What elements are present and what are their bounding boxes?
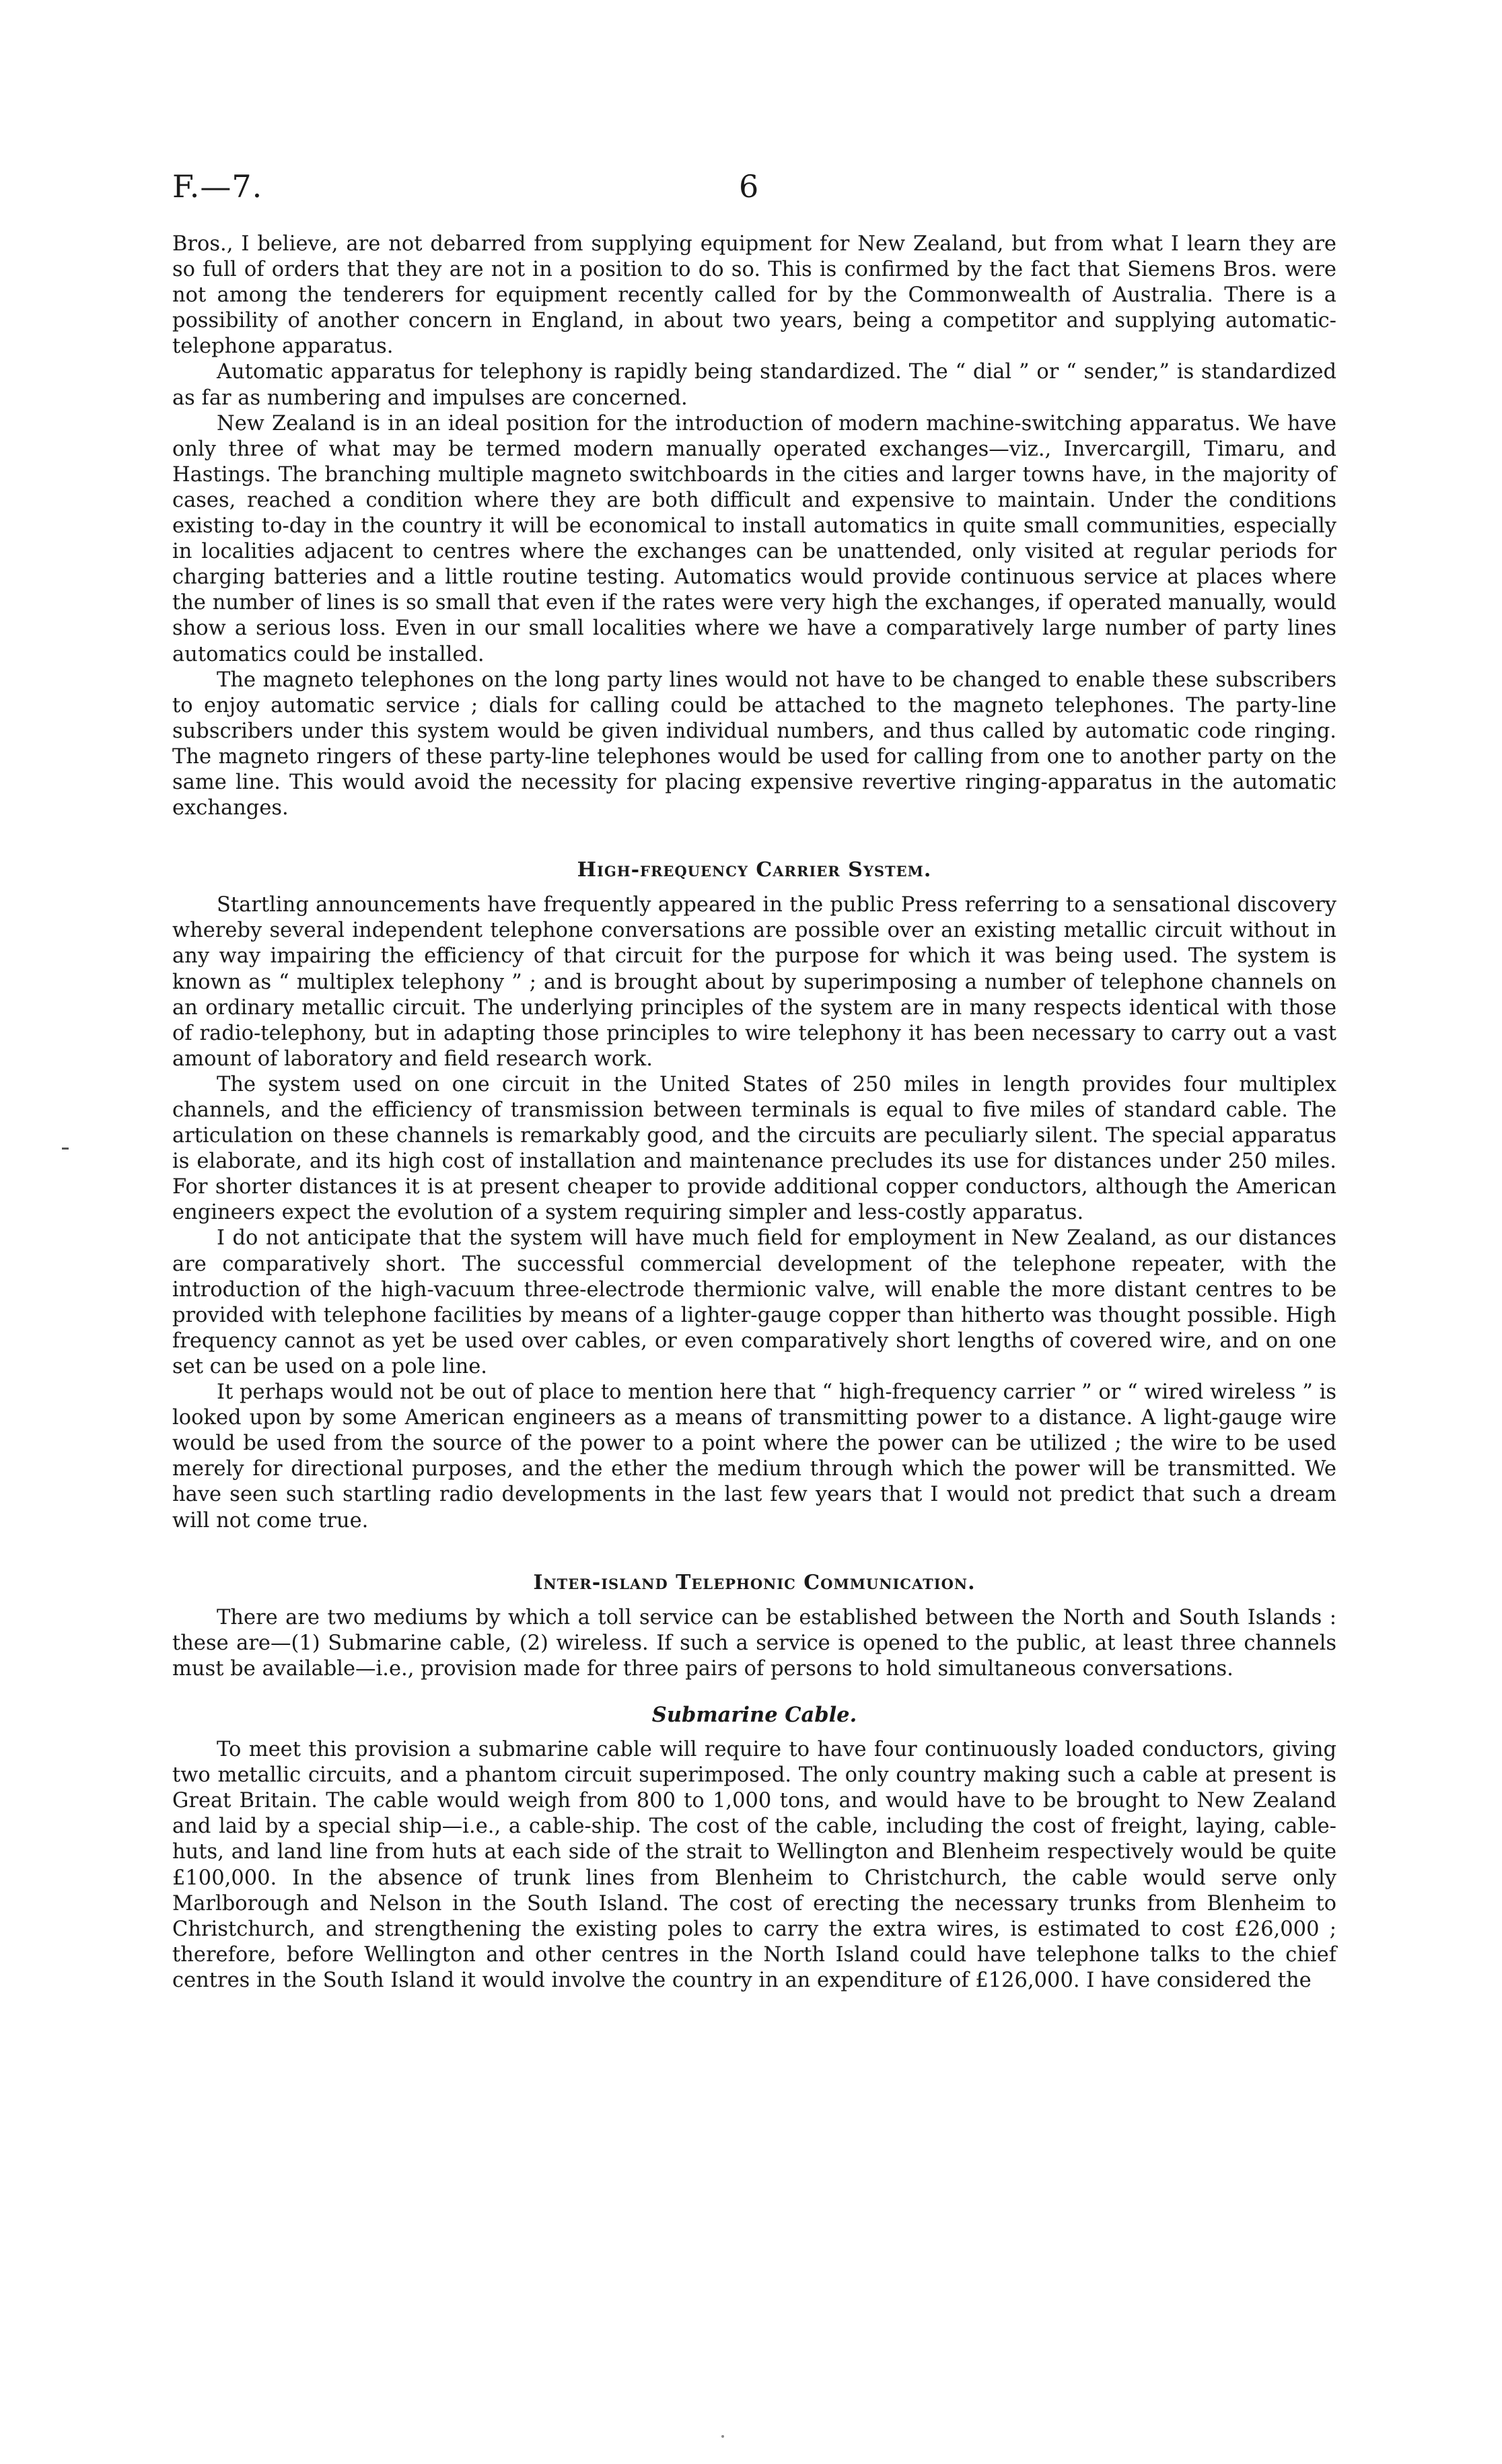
paragraph: To meet this provision a submarine cable will require to have four continuously loaded conductors, giving two metallic circuits, and a phantom circuit superimposed. The only country making such a cable at present is Great Britain. The cable would weigh from 800 to 1,000 tons, and would have to be brought to New Zealand and laid by a special ship—i.e., a cable-ship. The cost of the cable, including the cost of freight, laying, cable-huts, and land line from huts at each side of the strait to Wellington and Blenheim respectively would be quite £100,000. In the absence of trunk lines from Blenheim to Christchurch, the cable would serve only Marlborough and Nelson in the South Island. The cost of erecting the necessary trunks from Blenheim to Christchurch, and strengthening the existing poles to carry the extra wires, is estimated to cost £26,000 ; therefore, before Wellington and other centres in the North Island could have telephone talks to the chief centres in the South Island it would involve the country in an expenditure of £126,000. I have considered the — [172, 1738, 1336, 1992]
paragraph: The magneto telephones on the long party lines would not have to be changed to enable these subscribers to enjoy automatic service ; dials for calling could be attached to the magneto telephones. The party-line subscribers under this system would be given individual numbers, and thus called by automatic code ringing. The magneto ringers of these party-line telephones would be used for calling from one to another party on the same line. This would avoid the necessity for placing expensive revertive ringing-apparatus in the automatic exchanges. — [172, 668, 1336, 820]
page-number: 6 — [739, 168, 759, 205]
paragraph: The system used on one circuit in the United States of 250 miles in length provides four multiplex channels, and the efficiency of transmission between terminals is equal to five miles of standard cable. The articulation on these channels is remarkably good, and the circuits are peculiarly silent. The special apparatus is elaborate, and its high cost of installation and maintenance precludes its use for distances under 250 miles. For shorter distances it is at present cheaper to provide additional copper conductors, although the American engineers expect the evolution of a system requiring simpler and less-costly apparatus. — [172, 1072, 1336, 1225]
paragraph: Automatic apparatus for telephony is rapidly being standardized. The “ dial ” or “ sender,” is standardized as far as numbering and impulses are concerned. — [172, 360, 1336, 410]
section-heading-high-frequency: High-frequency Carrier System. — [577, 858, 932, 882]
paragraph: It perhaps would not be out of place to mention here that “ high-frequency carrier ” or “ wired wireless ” is looked upon by some American engineers as a means of transmitting power to a distance. A light-gauge wire would be used from the source of the power to a point where the power can be utilized ; the wire to be used merely for directional purposes, and the ether the medium through which the power will be transmitted. We have seen such startling radio developments in the last few years that I would not predict that such a dream will not come true. — [172, 1380, 1336, 1533]
paragraph: I do not anticipate that the system will have much field for employment in New Zealand, as our distances are comparatively short. The successful commercial development of the telephone repeater, with the introduction of the high-vacuum three-electrode thermionic valve, will enable the more distant centres to be provided with telephone facilities by means of a lighter-gauge copper than hitherto was thought possible. High frequency cannot as yet be used over cables, or even comparatively short lengths of covered wire, and on one set can be used on a pole line. — [172, 1226, 1336, 1378]
paragraph: New Zealand is in an ideal position for the introduction of modern machine-switching apparatus. We have only three of what may be termed modern manually operated exchanges—viz., Invercargill, Timaru, and Hastings. The branching multiple magneto switchboards in the cities and larger towns have, in the majority of cases, reached a condition where they are both difficult and expensive to maintain. Under the conditions existing to-day in the country it will be economical to install automatics in quite small communities, especially in localities adjacent to centres where the exchanges can be unattended, only visited at regular periods for charging batteries and a little routine testing. Automatics would provide continuous service at places where the number of lines is so small that even if the rates were very high the exchanges, if operated manually, would show a serious loss. Even in our small localities where we have a comparatively large number of party lines automatics could be installed. — [172, 411, 1336, 666]
section-heading-inter-island: Inter-island Telephonic Communication. — [533, 1570, 976, 1594]
document-reference: F.—7. — [172, 168, 263, 205]
page-dot — [721, 2435, 724, 2438]
subsection-heading-submarine-cable: Submarine Cable. — [651, 1702, 857, 1727]
margin-mark — [62, 1148, 69, 1150]
paragraph: Bros., I believe, are not debarred from supplying equipment for New Zealand, but from what I learn they are so full of orders that they are not in a position to do so. This is confirmed by the fact that Siemens Bros. were not among the tenderers for equipment recently called for by the Commonwealth of Australia. There is a possibility of another concern in England, in about two years, being a competitor and supplying automatic-telephone apparatus. — [172, 232, 1336, 359]
paragraph: There are two mediums by which a toll service can be established between the North and South Islands : these are—(1) Submarine cable, (2) wireless. If such a service is opened to the public, at least three channels must be available—i.e., provision made for three pairs of persons to hold simultaneous conversations. — [172, 1605, 1336, 1681]
paragraph: Startling announcements have frequently appeared in the public Press referring to a sensational discovery whereby several independent telephone conversations are possible over an existing metallic circuit without in any way impairing the efficiency of that circuit for the purpose for which it was being used. The system is known as “ multiplex telephony ” ; and is brought about by superimposing a number of telephone channels on an ordinary metallic circuit. The underlying principles of the system are in many respects identical with those of radio-telephony, but in adapting those principles to wire telephony it has been necessary to carry out a vast amount of laboratory and field research work. — [172, 893, 1336, 1071]
document-body — [172, 232, 1336, 1994]
